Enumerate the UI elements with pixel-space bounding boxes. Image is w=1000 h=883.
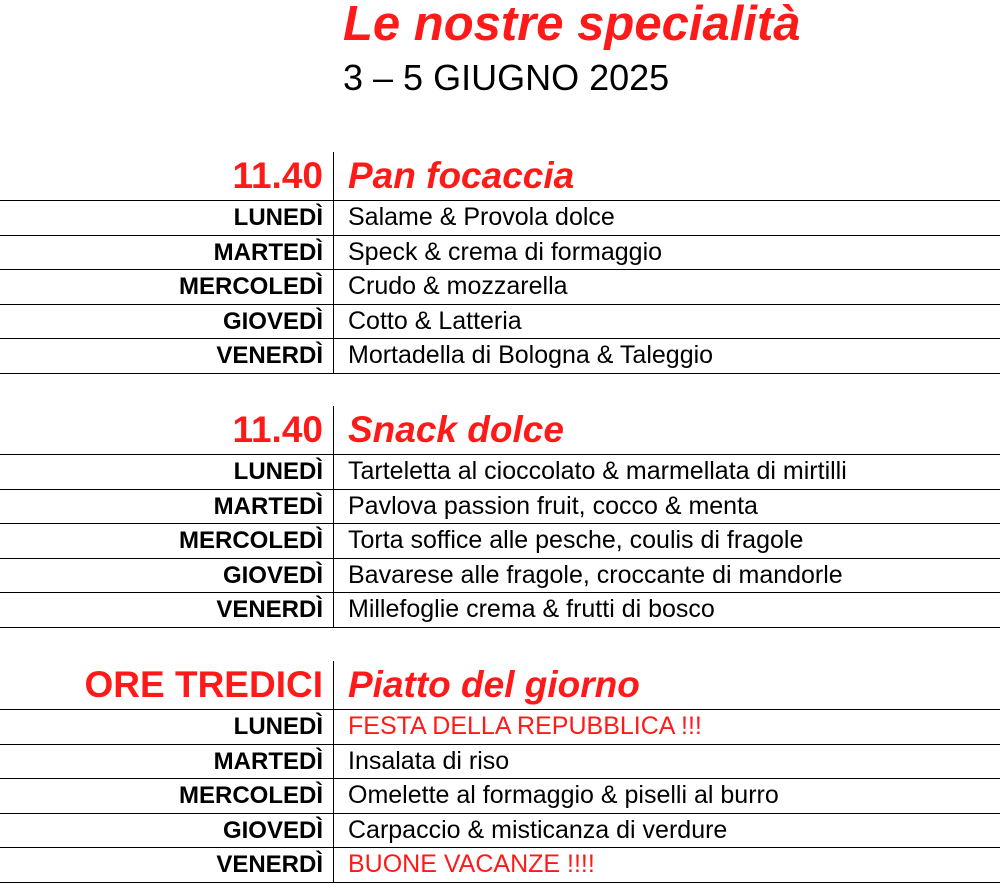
dish-name: Salame & Provola dolce (348, 203, 615, 231)
section-title: Pan focaccia (348, 155, 575, 196)
column-divider (333, 152, 334, 200)
menu-row (0, 490, 1000, 525)
column-divider (333, 406, 334, 454)
day-label: LUNEDÌ (233, 204, 323, 231)
column-divider (333, 593, 334, 627)
dish-name: Bavarese alle fragole, croccante di mandorle (348, 560, 843, 589)
day-label: VENERDÌ (216, 851, 323, 879)
menu-row (0, 593, 1000, 628)
dish-name: Tarteletta al cioccolato & marmellata di mirtilli (348, 457, 847, 485)
menu-row (0, 201, 1000, 236)
dish-name: Crudo & mozzarella (348, 272, 568, 301)
day-label: MERCOLEDÌ (179, 273, 323, 301)
column-divider (333, 524, 334, 558)
dish-name: Insalata di riso (348, 746, 510, 775)
column-divider (333, 270, 334, 304)
menu-section (0, 661, 1000, 883)
day-label: MERCOLEDÌ (179, 782, 323, 810)
menu-row (0, 779, 1000, 814)
menu-row (0, 339, 1000, 374)
column-divider (333, 710, 334, 744)
menu-row (0, 848, 1000, 883)
column-divider (333, 814, 334, 848)
menu-rows (0, 454, 1000, 628)
dish-name: Torta soffice alle pesche, coulis di fragole (348, 526, 804, 555)
dish-name: Mortadella di Bologna & Taleggio (348, 341, 714, 370)
day-label: MARTEDÌ (213, 492, 323, 520)
date-range: 3 – 5 GIUGNO 2025 (343, 57, 670, 98)
dish-name: Millefoglie crema & frutti di bosco (348, 595, 715, 624)
menu-row (0, 455, 1000, 490)
day-label: LUNEDÌ (233, 458, 323, 485)
section-time: ORE TREDICI (84, 664, 323, 705)
dish-name: BUONE VACANZE !!!! (348, 850, 595, 879)
day-label: VENERDÌ (216, 596, 323, 624)
day-label: GIOVEDÌ (222, 561, 323, 589)
dish-name: Speck & crema di formaggio (348, 237, 663, 266)
menu-row (0, 236, 1000, 271)
page-title: Le nostre specialità (343, 0, 801, 51)
column-divider (333, 848, 334, 882)
menu-row (0, 524, 1000, 559)
section-header (0, 152, 1000, 200)
menu-row (0, 745, 1000, 780)
menu-row (0, 710, 1000, 745)
menu-rows (0, 200, 1000, 374)
column-divider (333, 490, 334, 524)
menu-section (0, 406, 1000, 628)
day-label: LUNEDÌ (233, 713, 323, 740)
dish-name: Carpaccio & misticanza di verdure (348, 815, 728, 844)
column-divider (333, 661, 334, 709)
day-label: MARTEDÌ (213, 238, 323, 266)
day-label: VENERDÌ (216, 342, 323, 370)
section-title: Piatto del giorno (348, 664, 640, 705)
section-time: 11.40 (232, 409, 323, 450)
column-divider (333, 559, 334, 593)
day-label: GIOVEDÌ (222, 816, 323, 844)
column-divider (333, 236, 334, 270)
dish-name: Pavlova passion fruit, cocco & menta (348, 491, 758, 520)
section-header (0, 661, 1000, 709)
section-title: Snack dolce (348, 409, 564, 450)
day-label: MERCOLEDÌ (179, 527, 323, 555)
column-divider (333, 305, 334, 339)
column-divider (333, 201, 334, 235)
section-header (0, 406, 1000, 454)
menu-rows (0, 709, 1000, 883)
dish-name: Cotto & Latteria (348, 306, 522, 335)
dish-name: Omelette al formaggio & piselli al burro (348, 781, 779, 810)
column-divider (333, 779, 334, 813)
column-divider (333, 455, 334, 489)
menu-row (0, 559, 1000, 594)
menu-row (0, 270, 1000, 305)
section-time: 11.40 (232, 155, 323, 196)
menu-row (0, 305, 1000, 340)
dish-name: FESTA DELLA REPUBBLICA !!! (348, 712, 702, 740)
column-divider (333, 745, 334, 779)
menu-row (0, 814, 1000, 849)
day-label: MARTEDÌ (213, 747, 323, 775)
day-label: GIOVEDÌ (222, 307, 323, 335)
column-divider (333, 339, 334, 373)
menu-section (0, 152, 1000, 374)
